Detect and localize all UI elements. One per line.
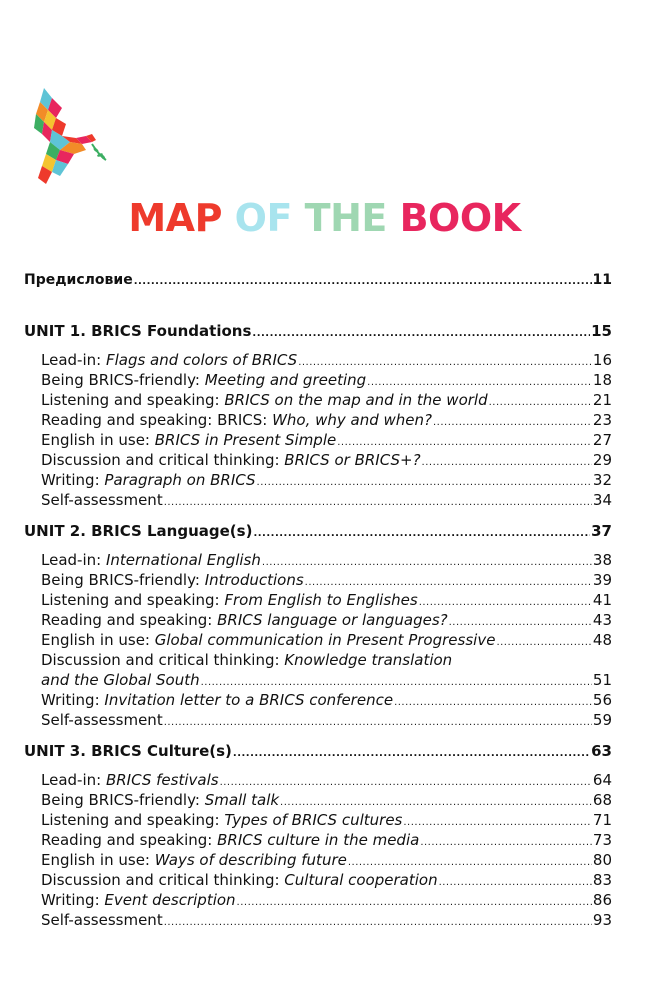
toc-item-row[interactable] — [41, 390, 612, 410]
toc-item-label: Writing: — [41, 471, 105, 489]
toc-leader-dots — [201, 673, 592, 690]
title-part-the: THE — [304, 196, 400, 240]
toc-item-row[interactable] — [41, 650, 612, 670]
toc-item-label: Listening and speaking: — [41, 391, 225, 409]
toc-item-row[interactable] — [41, 830, 612, 850]
toc-item-row[interactable] — [41, 610, 612, 630]
toc-leader-dots — [394, 693, 592, 710]
toc-item-topic: BRICS or BRICS+? — [284, 451, 421, 469]
toc-leader-dots — [253, 523, 590, 542]
toc-item-label: Discussion and critical thinking: — [41, 451, 285, 469]
toc-unit-3-page: 63 — [591, 742, 612, 760]
toc-item-topic: From English to Englishes — [224, 591, 418, 609]
toc-item-page: 80 — [592, 851, 612, 869]
toc-leader-dots — [237, 893, 592, 910]
toc-item-label: Listening and speaking: — [41, 591, 225, 609]
toc-item-topic: Types of BRICS cultures — [224, 811, 403, 829]
toc-leader-dots — [164, 913, 592, 930]
toc-leader-dots — [134, 272, 592, 290]
toc-item-page: 51 — [592, 671, 612, 689]
toc-leader-dots — [422, 453, 592, 470]
toc-item-row[interactable] — [41, 470, 612, 490]
toc-item-topic: Paragraph on BRICS — [104, 471, 256, 489]
toc-item-label: English in use: — [41, 851, 155, 869]
toc-item-label: Being BRICS-friendly: — [41, 791, 205, 809]
toc-item-page: 68 — [592, 791, 612, 809]
toc-item-topic: Introductions — [204, 571, 304, 589]
title-part-map: MAP — [128, 196, 235, 240]
toc-item-label: Listening and speaking: — [41, 811, 225, 829]
toc-leader-dots — [262, 553, 592, 570]
toc-item-row[interactable] — [41, 430, 612, 450]
toc-unit-3-label: UNIT 3. BRICS Culture(s) — [24, 742, 232, 760]
toc-item-label: Reading and speaking: — [41, 831, 218, 849]
toc-item-row[interactable] — [41, 810, 612, 830]
toc-item-label: Discussion and critical thinking: — [41, 871, 285, 889]
toc-leader-dots — [420, 833, 592, 850]
toc-item-page: 64 — [592, 771, 612, 789]
toc-item-topic: Who, why and when? — [272, 411, 432, 429]
toc-item-page: 71 — [592, 811, 612, 829]
toc-item-row[interactable] — [41, 850, 612, 870]
toc-item-row[interactable] — [41, 350, 612, 370]
toc-leader-dots — [233, 743, 590, 762]
toc-leader-dots — [164, 713, 592, 730]
toc-item-page: 29 — [592, 451, 612, 469]
toc-item-page: 43 — [592, 611, 612, 629]
toc-leader-dots — [280, 793, 592, 810]
toc-item-label: Self-assessment — [41, 711, 163, 729]
toc-item-page: 83 — [592, 871, 612, 889]
toc-item-row[interactable] — [41, 490, 612, 510]
toc-item-topic: Event description — [104, 891, 236, 909]
toc-item-label: Writing: — [41, 691, 105, 709]
toc-leader-dots — [403, 813, 592, 830]
toc-item-row[interactable] — [41, 910, 612, 930]
toc-item-row[interactable] — [41, 450, 612, 470]
toc-leader-dots — [449, 613, 592, 630]
toc-unit-2-row[interactable] — [24, 520, 612, 542]
toc-item-page: 16 — [592, 351, 612, 369]
title-part-of: OF — [234, 196, 305, 240]
toc-leader-dots — [367, 373, 592, 390]
toc-item-topic: Meeting and greeting — [204, 371, 367, 389]
toc-preface-page: 11 — [592, 272, 612, 288]
toc-item-row[interactable] — [41, 630, 612, 650]
toc-item-topic: BRICS language or languages? — [217, 611, 448, 629]
toc-preface-row[interactable] — [24, 270, 612, 290]
toc-item-label: Self-assessment — [41, 491, 163, 509]
toc-item-topic: BRICS in Present Simple — [154, 431, 337, 449]
toc-item-topic: Knowledge translation — [284, 651, 453, 669]
dove-logo-icon — [30, 84, 108, 188]
toc-item-row[interactable] — [41, 370, 612, 390]
toc-item-page: 34 — [592, 491, 612, 509]
toc-item-page: 21 — [592, 391, 612, 409]
toc-leader-dots — [439, 873, 592, 890]
toc-item-page: 59 — [592, 711, 612, 729]
toc-item-topic: BRICS festivals — [105, 771, 219, 789]
toc-item-topic: Small talk — [204, 791, 280, 809]
toc-item-row[interactable] — [41, 410, 612, 430]
toc-item-page: 93 — [592, 911, 612, 929]
table-of-contents — [24, 268, 612, 930]
toc-item-topic: BRICS on the map and in the world — [224, 391, 488, 409]
toc-item-row[interactable] — [41, 590, 612, 610]
toc-leader-dots — [252, 323, 590, 342]
toc-leader-dots — [489, 393, 592, 410]
toc-leader-dots — [298, 353, 592, 370]
toc-item-row[interactable] — [41, 550, 612, 570]
toc-item-topic: International English — [105, 551, 261, 569]
toc-unit-3-row[interactable] — [24, 740, 612, 762]
toc-unit-2-label: UNIT 2. BRICS Language(s) — [24, 522, 253, 540]
toc-item-topic: Invitation letter to a BRICS conference — [104, 691, 394, 709]
toc-item-label: Being BRICS-friendly: — [41, 571, 205, 589]
toc-item-row[interactable] — [41, 690, 612, 710]
toc-unit-2-page: 37 — [591, 522, 612, 540]
toc-item-page: 32 — [592, 471, 612, 489]
toc-leader-dots — [305, 573, 592, 590]
toc-item-topic-continuation: and the Global South — [41, 671, 200, 689]
toc-unit-1-page: 15 — [591, 322, 612, 340]
toc-item-label: Self-assessment — [41, 911, 163, 929]
toc-item-page: 48 — [592, 631, 612, 649]
toc-unit-1-label: UNIT 1. BRICS Foundations — [24, 322, 252, 340]
toc-item-label: Discussion and critical thinking: — [41, 651, 285, 669]
toc-item-page: 23 — [592, 411, 612, 429]
toc-item-topic: Ways of describing future — [154, 851, 347, 869]
toc-item-topic: Global communication in Present Progressive — [154, 631, 496, 649]
toc-item-row[interactable] — [41, 870, 612, 890]
toc-item-label: English in use: — [41, 631, 155, 649]
toc-item-label: Lead-in: — [41, 351, 106, 369]
toc-item-topic: Flags and colors of BRICS — [105, 351, 298, 369]
toc-item-row[interactable] — [41, 710, 612, 730]
toc-item-label: Reading and speaking: BRICS: — [41, 411, 273, 429]
toc-item-row[interactable] — [41, 570, 612, 590]
toc-preface-label: Предисловие — [24, 272, 133, 288]
toc-item-label: English in use: — [41, 431, 155, 449]
toc-item-topic: BRICS culture in the media — [217, 831, 420, 849]
page-title — [0, 196, 649, 240]
toc-leader-dots — [257, 473, 592, 490]
toc-leader-dots — [220, 773, 592, 790]
toc-item-page: 56 — [592, 691, 612, 709]
toc-leader-dots — [496, 633, 591, 650]
toc-item-page: 73 — [592, 831, 612, 849]
toc-item-label: Being BRICS-friendly: — [41, 371, 205, 389]
toc-item-label: Lead-in: — [41, 771, 106, 789]
toc-item-page: 39 — [592, 571, 612, 589]
toc-item-page: 18 — [592, 371, 612, 389]
toc-item-page: 86 — [592, 891, 612, 909]
toc-item-row[interactable] — [41, 790, 612, 810]
toc-item-label: Reading and speaking: — [41, 611, 218, 629]
toc-item-label: Lead-in: — [41, 551, 106, 569]
toc-item-row[interactable] — [41, 890, 612, 910]
toc-leader-dots — [348, 853, 592, 870]
toc-item-page: 41 — [592, 591, 612, 609]
title-part-book: BOOK — [399, 196, 521, 240]
toc-item-page: 27 — [592, 431, 612, 449]
toc-unit-1-row[interactable] — [24, 320, 612, 342]
toc-leader-dots — [419, 593, 592, 610]
toc-leader-dots — [337, 433, 592, 450]
toc-item-topic: Cultural cooperation — [284, 871, 438, 889]
toc-item-row[interactable] — [41, 670, 612, 690]
toc-leader-dots — [433, 413, 592, 430]
toc-item-row[interactable] — [41, 770, 612, 790]
toc-item-page: 38 — [592, 551, 612, 569]
toc-leader-dots — [164, 493, 592, 510]
toc-item-label: Writing: — [41, 891, 105, 909]
